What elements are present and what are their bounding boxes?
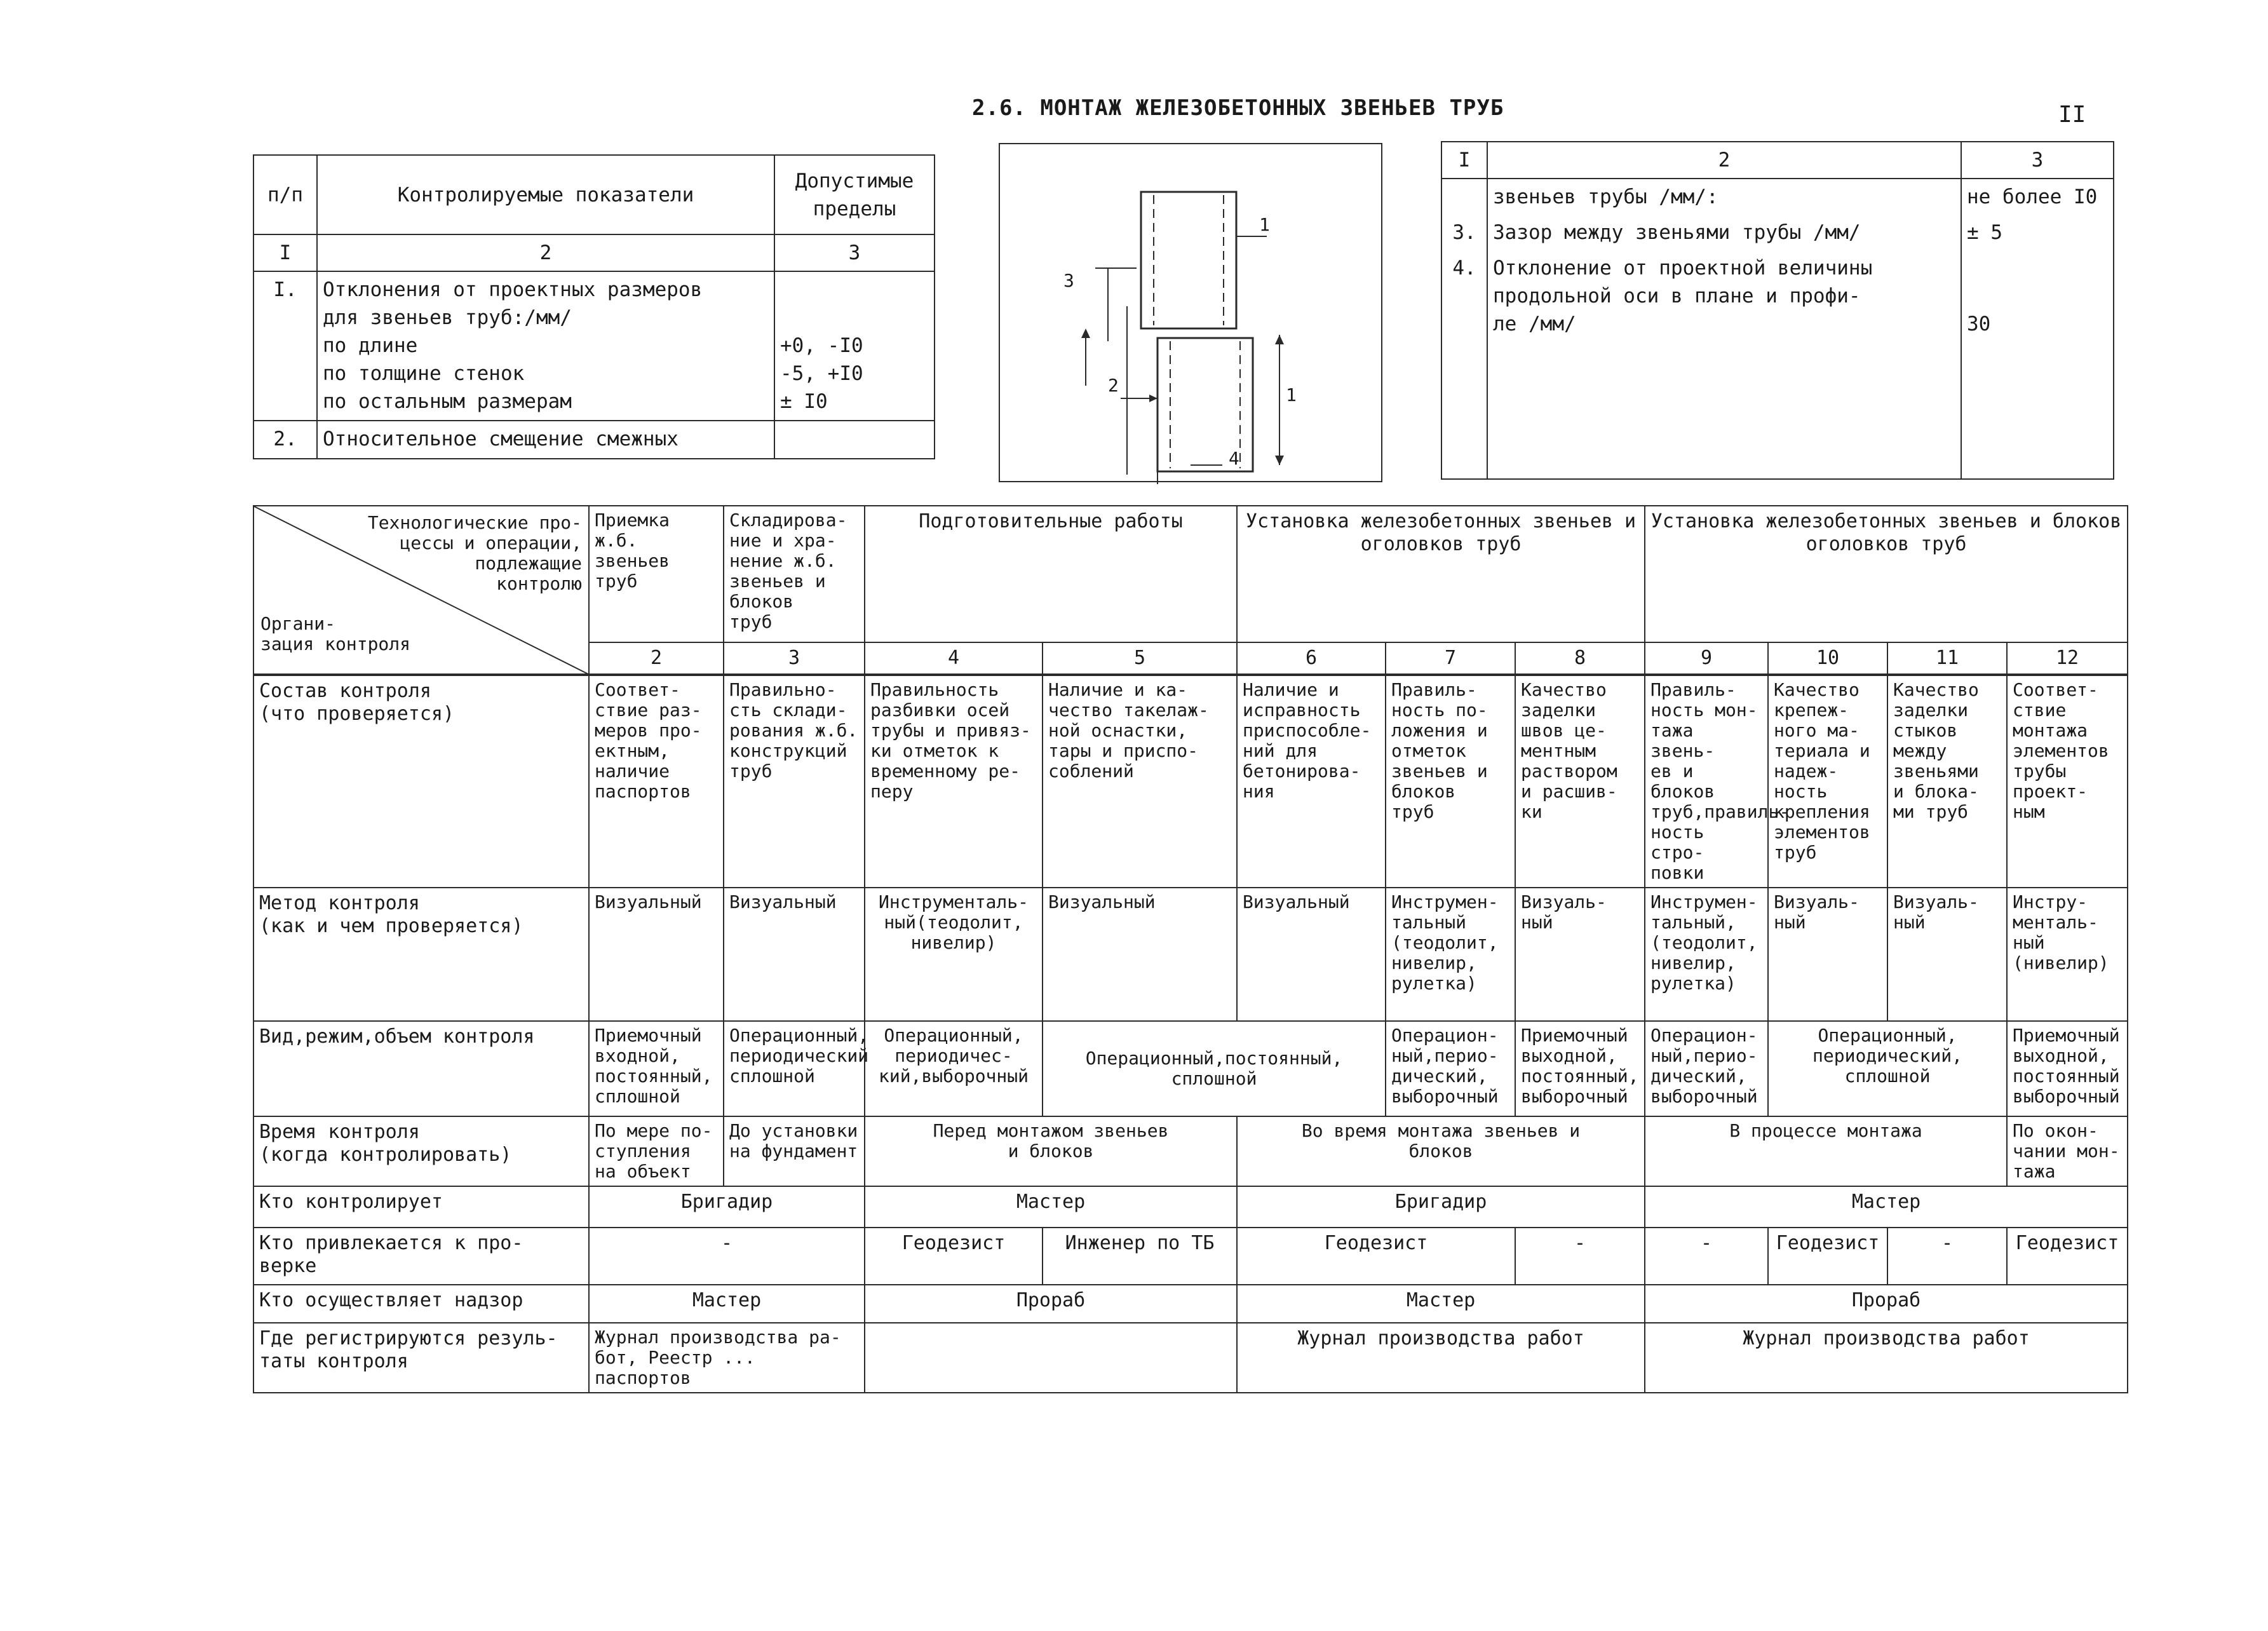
cell: Геодезист <box>2007 1228 2128 1285</box>
cell: Операционный, периодичес- кий,выборочный <box>865 1021 1043 1116</box>
cell: Мастер <box>589 1285 865 1323</box>
row-label-type: Вид,режим,объем контроля <box>253 1021 589 1116</box>
cell: Визуальный <box>589 888 724 1021</box>
colnum: 8 <box>1515 642 1645 674</box>
row-limits <box>774 421 935 459</box>
row-num: 2. <box>253 421 317 459</box>
cell: Инженер по ТБ <box>1043 1228 1237 1285</box>
colnum: I <box>253 234 317 271</box>
cell: Операцион- ный,перио- дический, выборочный <box>1386 1021 1515 1116</box>
colnum: 10 <box>1768 642 1887 674</box>
cell: Правиль- ность по- ложения и отметок звеньев и блоков труб <box>1386 675 1515 888</box>
colnum: 2 <box>317 234 774 271</box>
group-installation-blocks: Установка железобетонных звеньев и блоков оголовков труб <box>1645 506 2128 642</box>
row-text: Относительное смещение смежных <box>317 421 774 459</box>
group-preparatory: Подготовительные работы <box>865 506 1237 642</box>
cell: Мастер <box>1645 1186 2128 1228</box>
control-table <box>253 505 2128 1393</box>
cell: - <box>1515 1228 1645 1285</box>
cell: Визуальный <box>1237 888 1386 1021</box>
cell: Геодезист <box>1768 1228 1887 1285</box>
colnum: 7 <box>1386 642 1515 674</box>
tolerance-table-right <box>1441 141 2114 480</box>
page-number: II <box>2058 102 2086 128</box>
cell: До установки на фундамент <box>724 1116 865 1186</box>
diagram-label: 4 <box>1229 448 1239 469</box>
cell: Операцион- ный,перио- дический, выборочный <box>1645 1021 1768 1116</box>
cell: Мастер <box>865 1186 1237 1228</box>
row-text: Отклонения от проектных размеров для звеньев труб:/мм/ по длине по толщине стенок по остальным размерам <box>317 271 774 421</box>
cell: Журнал производства работ <box>1237 1323 1645 1393</box>
cell: Приемочный входной, постоянный, сплошной <box>589 1021 724 1116</box>
colnum: 9 <box>1645 642 1768 674</box>
cell: Визуаль- ный <box>1887 888 2007 1021</box>
cell: Инструменталь- ный(теодолит, нивелир) <box>865 888 1043 1021</box>
group-installation-links: Установка железобетонных звеньев и оголовков труб <box>1237 506 1645 642</box>
cell: Соответ- ствие раз- меров про- ектным, наличие паспортов <box>589 675 724 888</box>
colnum: 6 <box>1237 642 1386 674</box>
cell: По мере по- ступления на объект <box>589 1116 724 1186</box>
row-label-method: Метод контроля (как и чем проверяется) <box>253 888 589 1021</box>
corner-bottom-label: Органи- зация контроля <box>260 613 411 654</box>
row-num: I. <box>253 271 317 421</box>
cell: По окон- чании мон- тажа <box>2007 1116 2128 1186</box>
page-title: 2.6. МОНТАЖ ЖЕЛЕЗОБЕТОННЫХ ЗВЕНЬЕВ ТРУБ <box>972 95 1504 121</box>
cell: Прораб <box>865 1285 1237 1323</box>
diagram-label: 3 <box>1063 270 1074 291</box>
cell: Визуаль- ный <box>1515 888 1645 1021</box>
cell: Визуальный <box>724 888 865 1021</box>
cell: Перед монтажом звеньев и блоков <box>865 1116 1237 1186</box>
row-label-who-involved: Кто привлекается к про- верке <box>253 1228 589 1285</box>
cell: Правиль- ность мон- тажа звень- ев и блоков труб,правиль- ность стро- повки <box>1645 675 1768 888</box>
colnum: 4 <box>865 642 1043 674</box>
cell: Наличие и исправность приспособле- ний для бетонирова- ния <box>1237 675 1386 888</box>
colnum: 5 <box>1043 642 1237 674</box>
cell: Правильно- сть склади- рования ж.б. конструкций труб <box>724 675 865 888</box>
cell: Журнал производства работ <box>1645 1323 2128 1393</box>
row-label-supervision: Кто осуществляет надзор <box>253 1285 589 1323</box>
cell: Приемочный выходной, постоянный, выборочный <box>1515 1021 1645 1116</box>
cell: Инстру- менталь- ный (нивелир) <box>2007 888 2128 1021</box>
cell: Наличие и ка- чество такелаж- ной оснастки, тары и приспо- соблений <box>1043 675 1237 888</box>
row-limit: ± 5 <box>1961 215 2114 250</box>
cell: - <box>1645 1228 1768 1285</box>
cell: Операционный,постоянный, сплошной <box>1043 1021 1386 1116</box>
cell: Правильность разбивки осей трубы и привяз- ки отметок к временному ре- перу <box>865 675 1043 888</box>
diagram-label: 2 <box>1108 375 1119 396</box>
cell: Мастер <box>1237 1285 1645 1323</box>
row-label-who-controls: Кто контролирует <box>253 1186 589 1228</box>
colnum: 3 <box>774 234 935 271</box>
cell: Визуальный <box>1043 888 1237 1021</box>
colnum: 3 <box>1961 142 2114 179</box>
row-label-registration: Где регистрируются резуль- таты контроля <box>253 1323 589 1393</box>
colnum: 2 <box>589 642 724 674</box>
cell: Качество крепеж- ного ма- териала и надеж- ность крепления элементов труб <box>1768 675 1887 888</box>
cell: Геодезист <box>1237 1228 1515 1285</box>
row-label-time: Время контроля (когда контролировать) <box>253 1116 589 1186</box>
cell: Операционный, периодический сплошной <box>724 1021 865 1116</box>
cell: Соответ- ствие монтажа элементов трубы проект- ным <box>2007 675 2128 888</box>
diagram-label: 1 <box>1286 384 1297 405</box>
cell: Инструмен- тальный, (теодолит, нивелир, рулетка) <box>1645 888 1768 1021</box>
group-storage: Складирова- ние и хра- нение ж.б. звеньев и блоков труб <box>724 506 865 642</box>
cell: - <box>1887 1228 2007 1285</box>
col-limits-header: Допустимые пределы <box>774 155 935 234</box>
cell: В процессе монтажа <box>1645 1116 2007 1186</box>
cell: Качество заделки швов це- ментным раствором и расшив- ки <box>1515 675 1645 888</box>
pipe-diagram <box>999 143 1382 482</box>
row-label-composition: Состав контроля (что проверяется) <box>253 675 589 888</box>
cell: Бригадир <box>589 1186 865 1228</box>
row-limit: 30 <box>1961 250 2114 479</box>
cell: Во время монтажа звеньев и блоков <box>1237 1116 1645 1186</box>
cell: Журнал производства ра- бот, Реестр ... паспортов <box>589 1323 865 1393</box>
row-text: Отклонение от проектной величины продольной оси в плане и профи- ле /мм/ <box>1487 250 1961 479</box>
cell: Прораб <box>1645 1285 2128 1323</box>
colnum: 3 <box>724 642 865 674</box>
row-limits: +0, -I0 -5, +I0 ± I0 <box>774 271 935 421</box>
pipe-links-drawing <box>1000 144 1381 481</box>
cell: Бригадир <box>1237 1186 1645 1228</box>
group-acceptance: Приемка ж.б. звеньев труб <box>589 506 724 642</box>
tolerance-table-left <box>253 154 935 459</box>
cell: Инструмен- тальный (теодолит, нивелир, рулетка) <box>1386 888 1515 1021</box>
row-limit: не более I0 <box>1961 179 2114 215</box>
cell: Визуаль- ный <box>1768 888 1887 1021</box>
cell: - <box>589 1228 865 1285</box>
col-num-header: п/п <box>253 155 317 234</box>
row-text: Зазор между звеньями трубы /мм/ <box>1487 215 1961 250</box>
corner-top-label: Технологические про- цессы и операции, подлежащие контролю <box>367 512 582 594</box>
row-num <box>1441 179 1487 215</box>
corner-header <box>253 506 589 674</box>
colnum: 11 <box>1887 642 2007 674</box>
cell: Приемочный выходной, постоянный выборочный <box>2007 1021 2128 1116</box>
row-num: 3. <box>1441 215 1487 250</box>
cell <box>865 1323 1237 1393</box>
col-indicators-header: Контролируемые показатели <box>317 155 774 234</box>
diagram-label: 1 <box>1259 214 1270 235</box>
row-num: 4. <box>1441 250 1487 479</box>
colnum: I <box>1441 142 1487 179</box>
row-text: звеньев трубы /мм/: <box>1487 179 1961 215</box>
cell: Качество заделки стыков между звеньями и блока- ми труб <box>1887 675 2007 888</box>
colnum: 2 <box>1487 142 1961 179</box>
colnum: 12 <box>2007 642 2128 674</box>
cell: Операционный, периодический, сплошной <box>1768 1021 2007 1116</box>
cell: Геодезист <box>865 1228 1043 1285</box>
